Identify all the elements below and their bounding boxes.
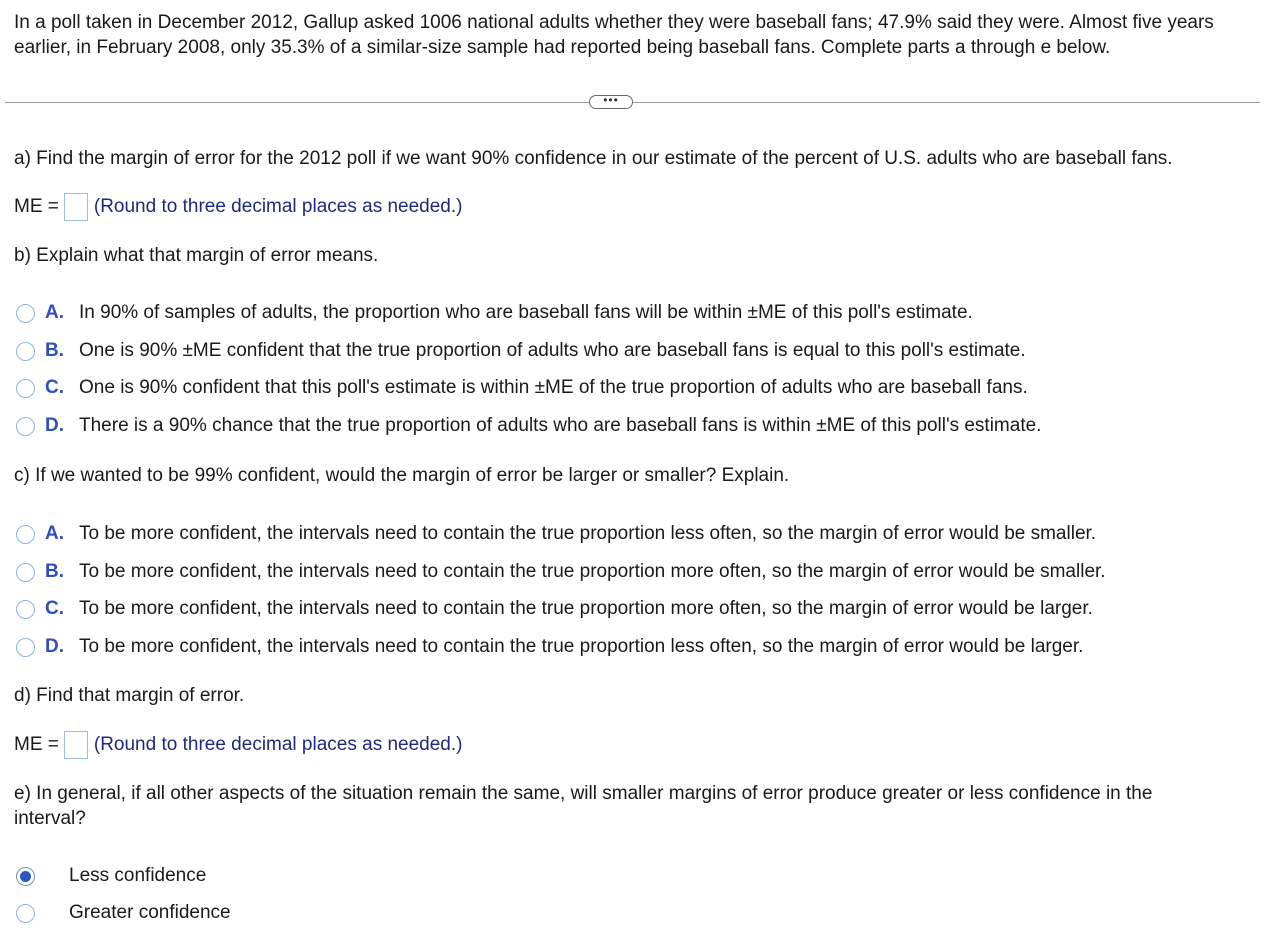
radio-button[interactable] bbox=[16, 525, 35, 544]
part-d-answer-row bbox=[14, 731, 462, 759]
option-letter: A. bbox=[45, 302, 64, 323]
part-c-option-c[interactable] bbox=[16, 596, 1093, 622]
option-letter: D. bbox=[45, 636, 64, 657]
radio-button-selected[interactable] bbox=[16, 867, 35, 886]
option-text: One is 90% ±ME confident that the true proportion of adults who are baseball fans is equal to this poll's estimate. bbox=[79, 340, 1026, 361]
part-e-option-greater[interactable] bbox=[16, 900, 231, 926]
option-text: To be more confident, the intervals need to contain the true proportion more often, so the margin of error would be larger. bbox=[79, 598, 1093, 619]
radio-dot bbox=[20, 871, 31, 882]
expand-more-button[interactable]: ••• bbox=[589, 95, 633, 109]
part-d-hint: (Round to three decimal places as needed.) bbox=[93, 734, 463, 755]
option-text: To be more confident, the intervals need to contain the true proportion less often, so the margin of error would be smaller. bbox=[79, 523, 1097, 544]
option-text: One is 90% confident that this poll's estimate is within ±ME of the true proportion of adults who are baseball fans. bbox=[79, 377, 1028, 398]
option-letter: C. bbox=[45, 598, 64, 619]
part-b-option-d[interactable] bbox=[16, 413, 1041, 439]
option-text: To be more confident, the intervals need to contain the true proportion less often, so the margin of error would be larger. bbox=[79, 636, 1084, 657]
part-a-answer-row bbox=[14, 193, 462, 221]
option-text: Greater confidence bbox=[69, 902, 231, 923]
part-e-question: e) In general, if all other aspects of the situation remain the same, will smaller margins of error produce greater or less confidence in the interval? bbox=[14, 783, 1153, 829]
part-b-option-b[interactable] bbox=[16, 338, 1026, 364]
part-b-option-a[interactable] bbox=[16, 300, 973, 326]
option-letter: A. bbox=[45, 523, 64, 544]
part-e-option-less[interactable] bbox=[16, 863, 206, 889]
option-letter: B. bbox=[45, 561, 64, 582]
option-text: There is a 90% chance that the true proportion of adults who are baseball fans is within ±ME of this poll's estimate. bbox=[79, 415, 1042, 436]
radio-button[interactable] bbox=[16, 379, 35, 398]
option-text: Less confidence bbox=[69, 865, 207, 886]
part-d-me-input[interactable] bbox=[64, 731, 88, 759]
part-c-option-a[interactable] bbox=[16, 521, 1096, 547]
option-text: To be more confident, the intervals need to contain the true proportion more often, so the margin of error would be smaller. bbox=[79, 561, 1106, 582]
part-a-question: a) Find the margin of error for the 2012 poll if we want 90% confidence in our estimate of the percent of U.S. adults who are baseball fans. bbox=[14, 148, 1173, 169]
part-b-option-c[interactable] bbox=[16, 375, 1028, 401]
part-a-me-input[interactable] bbox=[64, 193, 88, 221]
option-text: In 90% of samples of adults, the proportion who are baseball fans will be within ±ME of this poll's estimate. bbox=[79, 302, 973, 323]
radio-button[interactable] bbox=[16, 904, 35, 923]
option-letter: B. bbox=[45, 340, 64, 361]
radio-button[interactable] bbox=[16, 417, 35, 436]
part-c-question: c) If we wanted to be 99% confident, would the margin of error be larger or smaller? Explain. bbox=[14, 465, 790, 486]
part-d-me-label: ME = bbox=[14, 734, 59, 755]
radio-button[interactable] bbox=[16, 304, 35, 323]
problem-statement: In a poll taken in December 2012, Gallup asked 1006 national adults whether they were baseball fans; 47.9% said they were. Almost five years earlier, in February 2008, only 35.3% of a similar-size sample had reported being baseball fans. Complete parts a through e below. bbox=[14, 12, 1214, 58]
part-c-option-d[interactable] bbox=[16, 634, 1083, 660]
part-d-question: d) Find that margin of error. bbox=[14, 685, 245, 706]
radio-button[interactable] bbox=[16, 638, 35, 657]
part-a-me-label: ME = bbox=[14, 196, 59, 217]
radio-button[interactable] bbox=[16, 600, 35, 619]
radio-button[interactable] bbox=[16, 342, 35, 361]
part-b-question: b) Explain what that margin of error means. bbox=[14, 245, 379, 266]
option-letter: D. bbox=[45, 415, 64, 436]
option-letter: C. bbox=[45, 377, 64, 398]
part-c-option-b[interactable] bbox=[16, 559, 1106, 585]
part-a-hint: (Round to three decimal places as needed.) bbox=[93, 196, 463, 217]
radio-button[interactable] bbox=[16, 563, 35, 582]
